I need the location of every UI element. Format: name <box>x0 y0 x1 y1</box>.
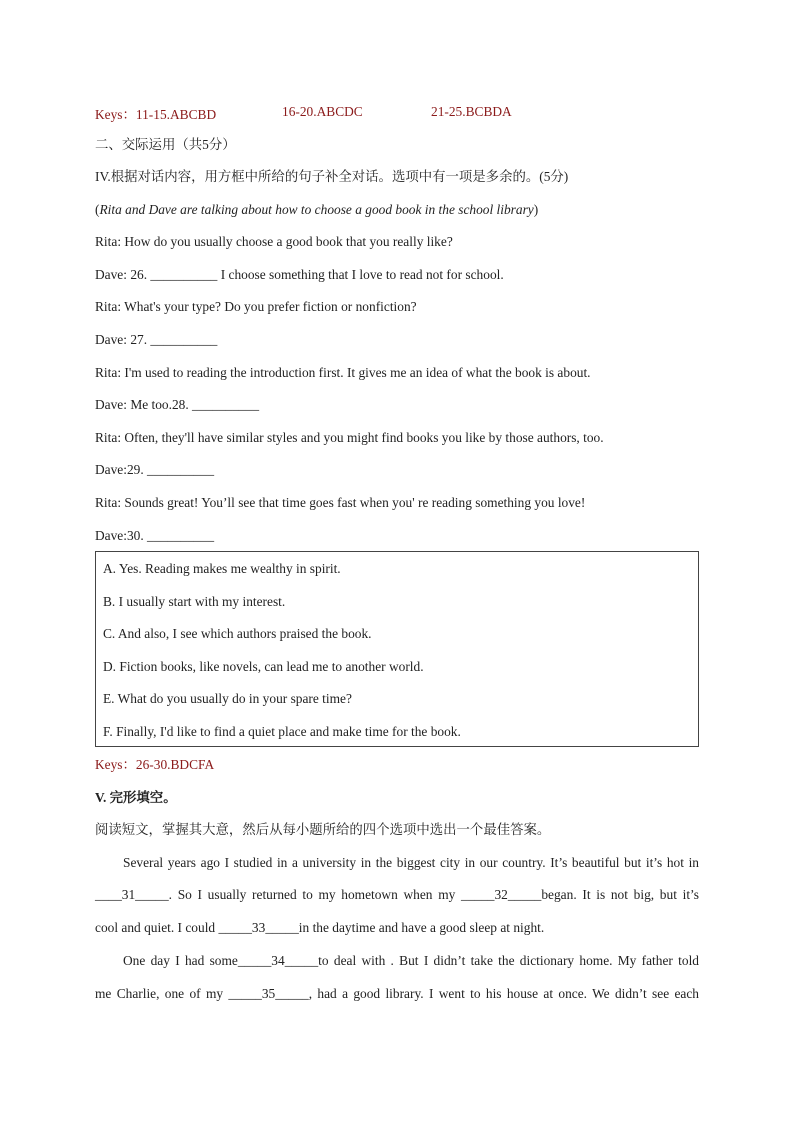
dialogue-line: Dave: Me too.28. __________ <box>95 397 260 412</box>
dialogue-line: Rita: I'm used to reading the introduction first. It gives me an idea of what the book is about. <box>95 365 591 380</box>
keys-11-15: Keys：11-15.ABCBD <box>95 107 217 122</box>
option-c: C. And also, I see which authors praised the book. <box>103 626 372 641</box>
dialogue-line: Dave: 26. __________ I choose something that I love to read not for school. <box>95 267 504 282</box>
section-5-instruction: 阅读短文，掌握其大意，然后从每小题所给的四个选项中选出一个最佳答案。 <box>95 822 551 837</box>
section-2-heading: 二、交际运用（共5分） <box>95 137 236 152</box>
dialogue-line: Rita: Sounds great! You’ll see that time goes fast when you' re reading something you love! <box>95 495 586 510</box>
option-a: A. Yes. Reading makes me wealthy in spirit. <box>103 561 341 576</box>
dialogue-line: Rita: How do you usually choose a good book that you really like? <box>95 234 453 249</box>
option-d: D. Fiction books, like novels, can lead me to another world. <box>103 659 424 674</box>
task-4-context <box>95 202 538 218</box>
dialogue-line: Rita: Often, they'll have similar styles and you might find books you like by those authors, too. <box>95 430 604 445</box>
dialogue-line: Dave: 27. __________ <box>95 332 218 347</box>
keys-row-2: Keys：26-30.BDCFA <box>95 757 215 772</box>
keys-21-25: 21-25.BCBDA <box>431 104 512 119</box>
passage-line: One day I had some_____34_____to deal with . But I didn’t take the dictionary home. My father told <box>123 953 699 968</box>
keys-16-20: 16-20.ABCDC <box>282 104 363 119</box>
context-close-paren: ) <box>533 202 539 217</box>
task-4-instruction: IV.根据对话内容，用方框中所给的句子补全对话。选项中有一项是多余的。(5分) <box>95 169 569 184</box>
option-f: F. Finally, I'd like to find a quiet place and make time for the book. <box>103 724 461 739</box>
context-open-paren: ( <box>95 202 100 217</box>
passage-line: me Charlie, one of my _____35_____, had a good library. I went to his house at once. We didn’t see each <box>95 986 699 1001</box>
dialogue-line: Rita: What's your type? Do you prefer fiction or nonfiction? <box>95 299 417 314</box>
dialogue-line: Dave:29. __________ <box>95 462 215 477</box>
passage-line: ____31_____. So I usually returned to my hometown when my _____32_____began. It is not big, but it’s <box>95 887 699 902</box>
options-box <box>95 551 699 747</box>
passage-line: cool and quiet. I could _____33_____in the daytime and have a good sleep at night. <box>95 920 545 935</box>
context-text: Rita and Dave are talking about how to choose a good book in the school library <box>99 202 534 217</box>
passage-line: Several years ago I studied in a university in the biggest city in our country. It’s beautiful but it’s hot in <box>123 855 699 870</box>
section-5-heading: V. 完形填空。 <box>95 790 177 805</box>
option-b: B. I usually start with my interest. <box>103 594 286 609</box>
dialogue-line: Dave:30. __________ <box>95 528 215 543</box>
keys-row-1 <box>95 104 715 120</box>
option-e: E. What do you usually do in your spare time? <box>103 691 352 706</box>
